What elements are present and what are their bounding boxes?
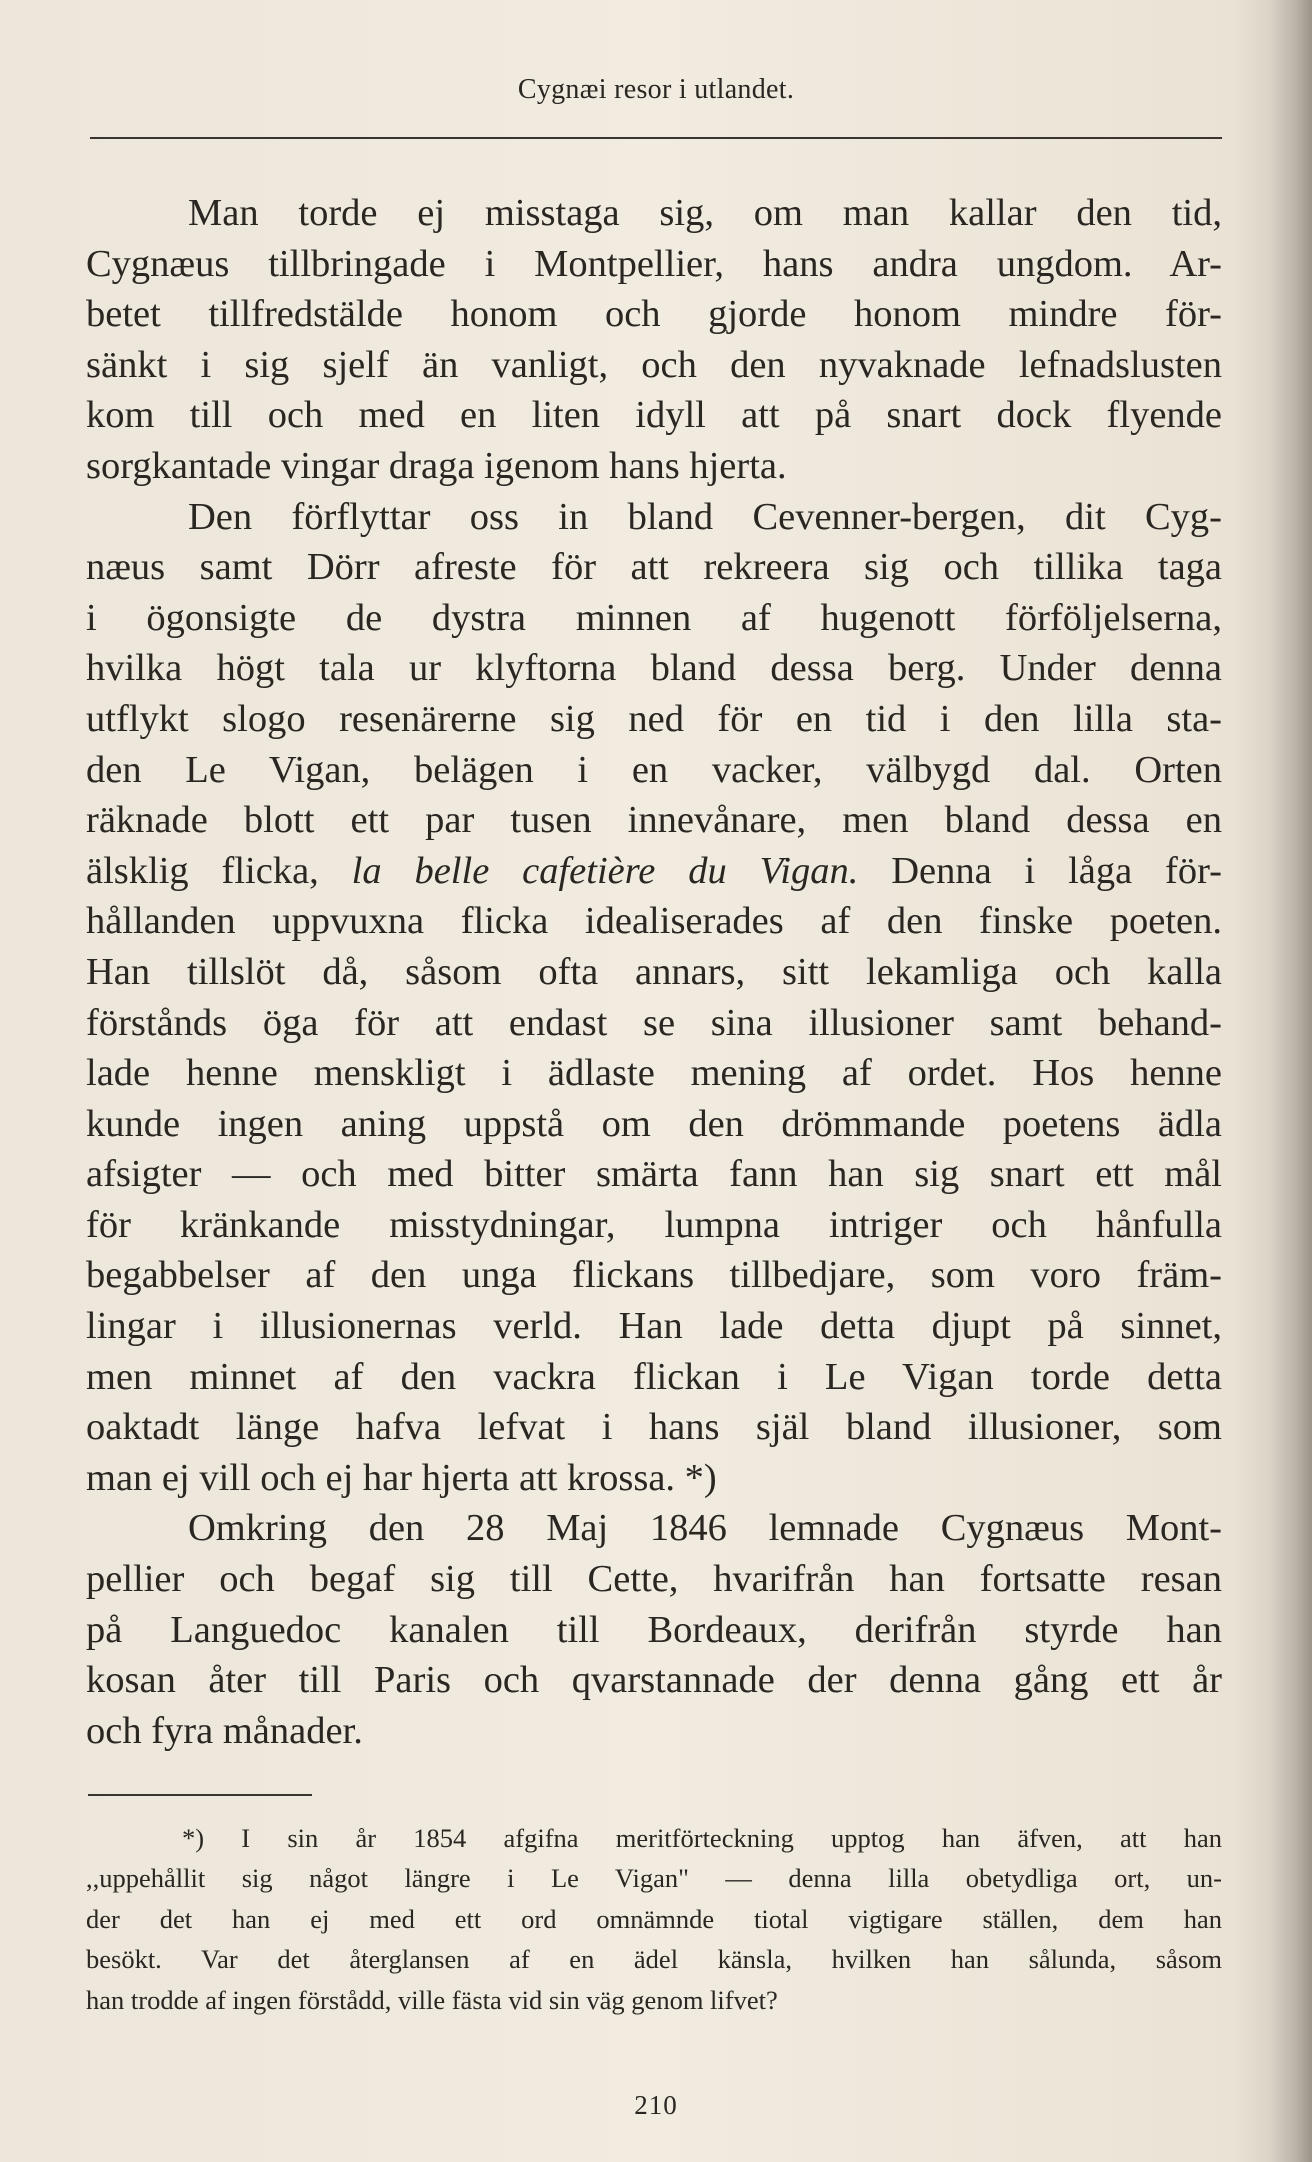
text-line: för kränkande misstydningar, lumpna intriger och hånfulla: [86, 1203, 1222, 1246]
footnote: [86, 1818, 1222, 2020]
text-line: den Le Vigan, belägen i en vacker, välbygd dal. Orten: [86, 748, 1222, 791]
text-line: kunde ingen aning uppstå om den drömmande poetens ädla: [86, 1102, 1222, 1145]
page-edge-shadow: [1270, 0, 1312, 2162]
text-line: på Languedoc kanalen till Bordeaux, derifrån styrde han: [86, 1608, 1222, 1651]
text-segment: älsklig flicka,: [86, 849, 319, 892]
text-line: utflykt slogo resenärerne sig ned för en tid i den lilla sta-: [86, 697, 1222, 740]
text-line: lingar i illusionernas verld. Han lade detta djupt på sinnet,: [86, 1305, 1222, 1348]
text-line: hållanden uppvuxna flicka idealiserades af den finske poeten.: [86, 900, 1222, 943]
text-line: begabbelser af den unga flickans tillbedjare, som voro främ-: [86, 1254, 1222, 1297]
text-line: afsigter — och med bitter smärta fann han sig snart ett mål: [86, 1153, 1222, 1196]
text-line: pellier och begaf sig till Cette, hvarifrån han fortsatte resan: [86, 1558, 1222, 1601]
italic-phrase: la belle cafetière du Vigan.: [351, 849, 859, 892]
page-number: 210: [634, 2090, 678, 2120]
main-text: [86, 188, 1222, 1756]
footnote-line: *) I sin år 1854 afgifna meritförteckning upptog han äfven, att han: [182, 1823, 1222, 1853]
text-line-with-italic: [86, 846, 1222, 897]
text-line: man ej vill och ej har hjerta att krossa. *): [86, 1456, 717, 1499]
header-rule: [90, 137, 1222, 139]
footnote-line: ,,uppehållit sig något längre i Le Vigan" — denna lilla obetydliga ort, un-: [86, 1863, 1222, 1894]
text-line: men minnet af den vackra flickan i Le Vigan torde detta: [86, 1355, 1222, 1398]
text-line: förstånds öga för att endast se sina illusioner samt behand-: [86, 1001, 1222, 1044]
text-line: næus samt Dörr afreste för att rekreera sig och tillika taga: [86, 546, 1222, 589]
text-line: Cygnæus tillbringade i Montpellier, hans andra ungdom. Ar-: [86, 242, 1222, 285]
running-header: Cygnæi resor i utlandet.: [517, 74, 795, 105]
footnote-line: besökt. Var det återglansen af en ädel känsla, hvilken han sålunda, såsom: [86, 1944, 1222, 1975]
text-line: och fyra månader.: [86, 1709, 363, 1752]
footnote-rule: [88, 1794, 312, 1796]
text-line: sänkt i sig sjelf än vanligt, och den nyvaknade lefnadslusten: [86, 343, 1222, 386]
text-line: i ögonsigte de dystra minnen af hugenott förföljelserna,: [86, 596, 1222, 639]
text-line: Han tillslöt då, såsom ofta annars, sitt lekamliga och kalla: [86, 950, 1222, 993]
text-line: Man torde ej misstaga sig, om man kallar den tid,: [188, 192, 1222, 234]
text-segment: Denna i låga för-: [891, 849, 1222, 892]
footnote-line: der det han ej med ett ord omnämnde tiotal vigtigare ställen, dem han: [86, 1903, 1222, 1934]
footnote-line: han trodde af ingen förstådd, ville fästa vid sin väg genom lifvet?: [86, 1984, 778, 2015]
text-line: kosan åter till Paris och qvarstannade der denna gång ett år: [86, 1659, 1222, 1702]
text-line: oaktadt länge hafva lefvat i hans själ bland illusioner, som: [86, 1406, 1222, 1449]
text-line: betet tillfredstälde honom och gjorde honom mindre för-: [86, 293, 1222, 336]
text-line: kom till och med en liten idyll att på snart dock flyende: [86, 394, 1222, 437]
text-line: hvilka högt tala ur klyftorna bland dessa berg. Under denna: [86, 647, 1222, 690]
text-line: Den förflyttar oss in bland Cevenner-bergen, dit Cyg-: [188, 495, 1222, 538]
text-line: sorgkantade vingar draga igenom hans hjerta.: [86, 444, 787, 487]
text-line: Omkring den 28 Maj 1846 lemnade Cygnæus Mont-: [188, 1507, 1222, 1550]
text-line: räknade blott ett par tusen innevånare, men bland dessa en: [86, 799, 1222, 842]
text-line: lade henne menskligt i ädlaste mening af ordet. Hos henne: [86, 1052, 1222, 1095]
